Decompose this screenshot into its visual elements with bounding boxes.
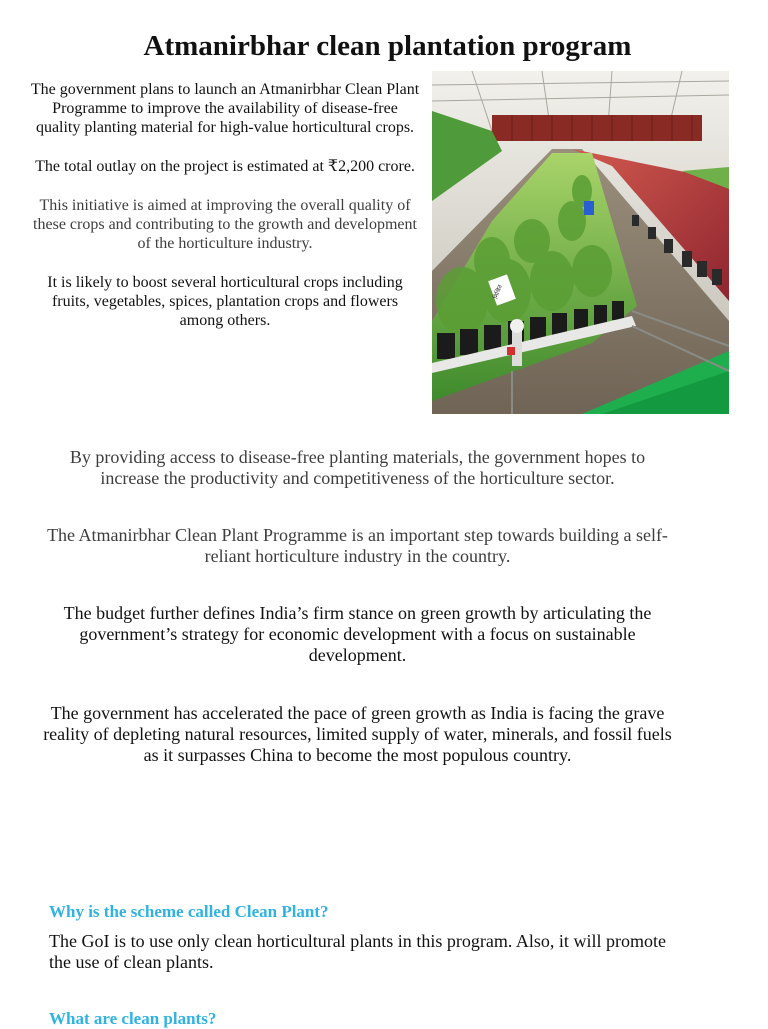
intro-column [30, 80, 420, 350]
body-paragraph: The government has accelerated the pace of green growth as India is facing the grave reality of depleting natural resources, limited supply of water, minerals, and fossil fuels as it surpasses China to become the most populous country. [43, 703, 672, 765]
page-title: Atmanirbhar clean plantation program [143, 30, 632, 62]
body-paragraph: The Atmanirbhar Clean Plant Programme is an important step towards building a self-reliant horticulture industry in the country. [47, 525, 668, 566]
section-heading: Why is the scheme called Clean Plant? [49, 902, 329, 921]
body-paragraph: The budget further defines India’s firm stance on green growth by articulating the government’s strategy for economic development with a focus on sustainable development. [63, 603, 652, 665]
greenhouse-plant-nursery-photo [432, 71, 729, 414]
intro-paragraph: The government plans to launch an Atmanirbhar Clean Plant Programme to improve the availability of disease-free quality planting material for high-value horticultural crops. [30, 81, 420, 136]
section-paragraph: The GoI is to use only clean horticultural plants in this program. Also, it will promote the use of clean plants. [49, 931, 666, 972]
plant-tag: मिश्रित [492, 283, 504, 300]
section-heading: What are clean plants? [49, 1009, 217, 1028]
intro-paragraph: It is likely to boost several horticultural crops including fruits, vegetables, spices, plantation crops and flowers among others. [47, 274, 403, 329]
intro-paragraph: This initiative is aimed at improving the overall quality of these crops and contributing to the growth and development of the horticulture industry. [33, 197, 417, 252]
body-paragraph: By providing access to disease-free planting materials, the government hopes to increase the productivity and competitiveness of the horticulture sector. [69, 447, 646, 488]
intro-paragraph: The total outlay on the project is estimated at ₹2,200 crore. [35, 158, 415, 175]
